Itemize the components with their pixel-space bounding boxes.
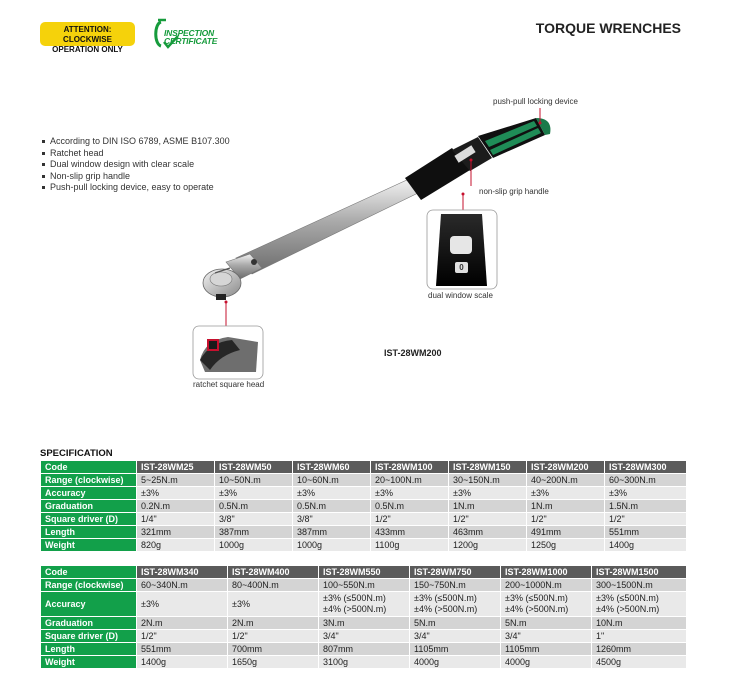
table-cell: 0.2N.m <box>137 500 215 513</box>
table-cell: ±3% (≤500N.m) ±4% (>500N.m) <box>592 592 687 617</box>
table-cell: ±3% <box>605 487 687 500</box>
table-cell: ±3% <box>527 487 605 500</box>
table-cell: 1105mm <box>501 643 592 656</box>
table-cell: 5~25N.m <box>137 474 215 487</box>
table-cell: 3/4" <box>410 630 501 643</box>
table-cell: 1100g <box>371 539 449 552</box>
table-cell: 0.5N.m <box>371 500 449 513</box>
feature-item: Push-pull locking device, easy to operate <box>42 182 230 194</box>
table-cell: 5N.m <box>501 617 592 630</box>
table-cell: 10~50N.m <box>215 474 293 487</box>
table-cell: 0.5N.m <box>215 500 293 513</box>
scale-zero-digit: 0 <box>459 263 464 272</box>
row-label: Square driver (D) <box>41 630 137 643</box>
table-row <box>41 579 687 592</box>
table-cell: 1260mm <box>592 643 687 656</box>
ratchet-inset <box>193 326 263 379</box>
table-cell: 807mm <box>319 643 410 656</box>
table-cell: 1/2" <box>605 513 687 526</box>
table-cell: 1.5N.m <box>605 500 687 513</box>
table-row <box>41 617 687 630</box>
table-row <box>41 461 687 474</box>
table-cell: IST-28WM60 <box>293 461 371 474</box>
table-row <box>41 474 687 487</box>
table-row <box>41 500 687 513</box>
table-cell: 60~340N.m <box>137 579 228 592</box>
table-cell: 20~100N.m <box>371 474 449 487</box>
table-cell: 300~1500N.m <box>592 579 687 592</box>
table-cell: IST-28WM1000 <box>501 566 592 579</box>
table-cell: ±3% <box>371 487 449 500</box>
table-cell: IST-28WM550 <box>319 566 410 579</box>
feature-item: According to DIN ISO 6789, ASME B107.300 <box>42 136 230 148</box>
table-cell: 551mm <box>605 526 687 539</box>
feature-item: Dual window design with clear scale <box>42 159 230 171</box>
table-cell: ±3% <box>137 592 228 617</box>
row-label: Square driver (D) <box>41 513 137 526</box>
table-cell: 387mm <box>215 526 293 539</box>
table-cell: 433mm <box>371 526 449 539</box>
table-cell: IST-28WM340 <box>137 566 228 579</box>
dual-window-label: dual window scale <box>428 291 493 300</box>
table-cell: 551mm <box>137 643 228 656</box>
table-cell: ±3% <box>449 487 527 500</box>
table-cell: IST-28WM200 <box>527 461 605 474</box>
table-cell: 1" <box>592 630 687 643</box>
table-cell: ±3% <box>228 592 319 617</box>
table-cell: 3N.m <box>319 617 410 630</box>
table-cell: 1105mm <box>410 643 501 656</box>
push-pull-label: push-pull locking device <box>493 97 578 106</box>
table-cell: 10N.m <box>592 617 687 630</box>
table-cell: 1N.m <box>449 500 527 513</box>
table-cell: IST-28WM150 <box>449 461 527 474</box>
table-cell: ±3% <box>215 487 293 500</box>
table-cell: IST-28WM300 <box>605 461 687 474</box>
table-cell: 30~150N.m <box>449 474 527 487</box>
table-cell: 2N.m <box>137 617 228 630</box>
table-cell: 3100g <box>319 656 410 669</box>
row-label: Range (clockwise) <box>41 474 137 487</box>
table-cell: ±3% <box>137 487 215 500</box>
table-cell: 200~1000N.m <box>501 579 592 592</box>
row-label: Graduation <box>41 500 137 513</box>
table-cell: 3/8" <box>293 513 371 526</box>
table-cell: 1400g <box>137 656 228 669</box>
inspection-line-2: CERTIFICATE <box>164 36 218 46</box>
ratchet-head <box>203 268 241 300</box>
table-cell: 1000g <box>215 539 293 552</box>
table-cell: ±3% (≤500N.m) ±4% (>500N.m) <box>319 592 410 617</box>
specification-title: SPECIFICATION <box>40 448 113 459</box>
table-cell: ±3% (≤500N.m) ±4% (>500N.m) <box>410 592 501 617</box>
table-cell: IST-28WM100 <box>371 461 449 474</box>
table-cell: IST-28WM1500 <box>592 566 687 579</box>
table-row <box>41 656 687 669</box>
non-slip-label: non-slip grip handle <box>479 187 549 196</box>
row-label: Graduation <box>41 617 137 630</box>
table-row <box>41 592 687 617</box>
wrench-shaft <box>236 179 418 274</box>
table-cell: 60~300N.m <box>605 474 687 487</box>
table-cell: 0.5N.m <box>293 500 371 513</box>
attention-line-2: OPERATION ONLY <box>52 45 123 54</box>
table-cell: 1650g <box>228 656 319 669</box>
row-label: Code <box>41 566 137 579</box>
table-cell: 150~750N.m <box>410 579 501 592</box>
table-cell: 1400g <box>605 539 687 552</box>
table-cell: 387mm <box>293 526 371 539</box>
table-cell: 10~60N.m <box>293 474 371 487</box>
feature-item: Non-slip grip handle <box>42 171 230 183</box>
table-cell: 40~200N.m <box>527 474 605 487</box>
table-row <box>41 526 687 539</box>
table-row <box>41 487 687 500</box>
page-title: TORQUE WRENCHES <box>535 20 681 36</box>
table-cell: 1/2" <box>228 630 319 643</box>
table-cell: 700mm <box>228 643 319 656</box>
table-cell: 4000g <box>501 656 592 669</box>
row-label: Length <box>41 526 137 539</box>
table-cell: 1200g <box>449 539 527 552</box>
model-label: IST-28WM200 <box>384 348 442 358</box>
table-cell: 491mm <box>527 526 605 539</box>
table-cell: IST-28WM750 <box>410 566 501 579</box>
row-label: Code <box>41 461 137 474</box>
table-cell: IST-28WM25 <box>137 461 215 474</box>
ratchet-label: ratchet square head <box>193 380 265 389</box>
table-cell: ±3% (≤500N.m) ±4% (>500N.m) <box>501 592 592 617</box>
table-cell: 4500g <box>592 656 687 669</box>
table-cell: 3/8" <box>215 513 293 526</box>
table-cell: 80~400N.m <box>228 579 319 592</box>
table-cell: 463mm <box>449 526 527 539</box>
table-cell: 100~550N.m <box>319 579 410 592</box>
row-label: Accuracy <box>41 487 137 500</box>
spec-table-1 <box>40 460 687 552</box>
row-label: Range (clockwise) <box>41 579 137 592</box>
row-label: Weight <box>41 656 137 669</box>
row-label: Weight <box>41 539 137 552</box>
table-cell: 1N.m <box>527 500 605 513</box>
table-cell: 820g <box>137 539 215 552</box>
table-cell: ±3% <box>293 487 371 500</box>
table-row <box>41 566 687 579</box>
table-cell: IST-28WM400 <box>228 566 319 579</box>
table-cell: 3/4" <box>319 630 410 643</box>
table-cell: 1000g <box>293 539 371 552</box>
spec-table-2 <box>40 565 687 669</box>
feature-item: Ratchet head <box>42 148 230 160</box>
table-cell: 1/4" <box>137 513 215 526</box>
table-row <box>41 643 687 656</box>
table-cell: 1/2" <box>527 513 605 526</box>
inspection-line-1: INSPECTION <box>164 28 214 38</box>
attention-line-1: ATTENTION: CLOCKWISE <box>63 25 112 44</box>
row-label: Accuracy <box>41 592 137 617</box>
table-cell: 1/2" <box>137 630 228 643</box>
table-cell: 1250g <box>527 539 605 552</box>
table-cell: 1/2" <box>371 513 449 526</box>
table-cell: 1/2" <box>449 513 527 526</box>
table-cell: IST-28WM50 <box>215 461 293 474</box>
table-row <box>41 539 687 552</box>
table-cell: 5N.m <box>410 617 501 630</box>
row-label: Length <box>41 643 137 656</box>
dual-window-inset <box>427 210 497 289</box>
table-cell: 2N.m <box>228 617 319 630</box>
table-cell: 3/4" <box>501 630 592 643</box>
table-row <box>41 630 687 643</box>
table-cell: 321mm <box>137 526 215 539</box>
table-cell: 4000g <box>410 656 501 669</box>
table-row <box>41 513 687 526</box>
